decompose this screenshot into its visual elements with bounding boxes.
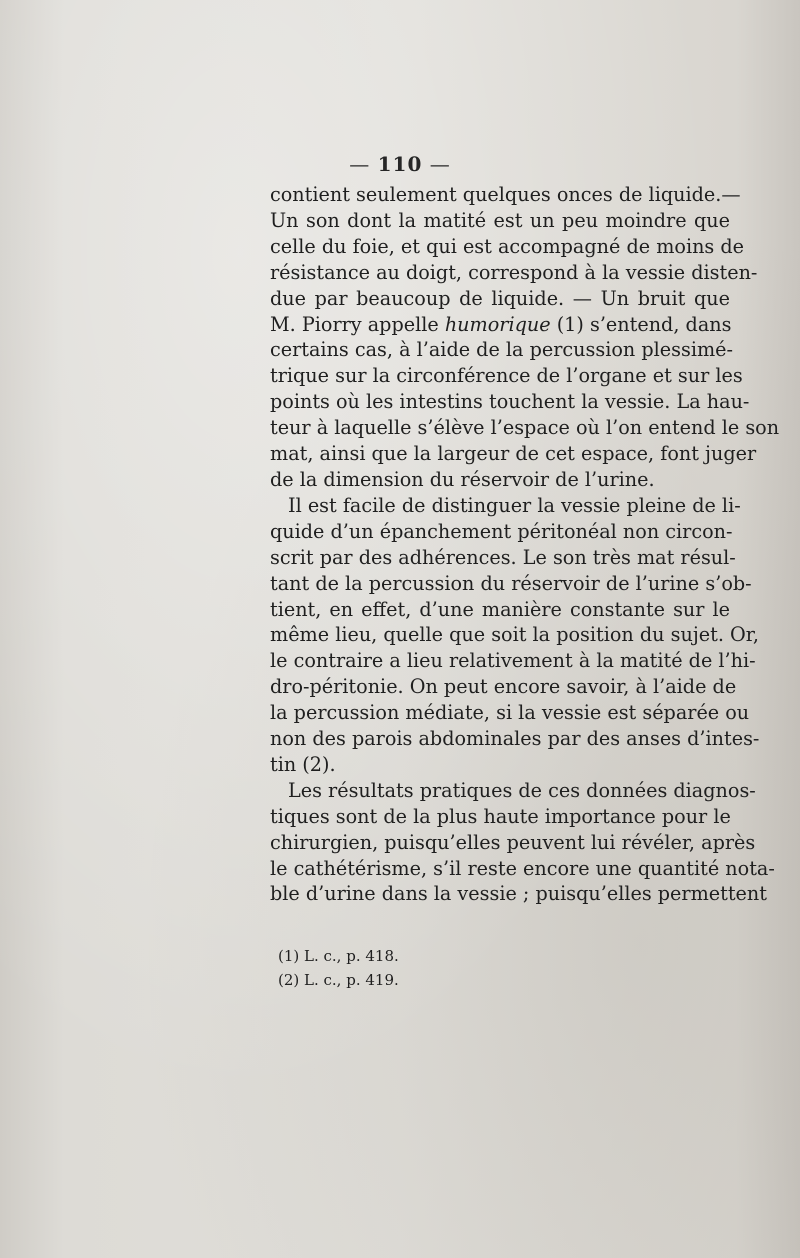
text-line: de la dimension du réservoir de l’urine. [270,467,655,491]
text-line: celle du foie, et qui est accompagné de moins de [270,234,745,258]
page-number-dash-right: — [429,152,451,176]
text-segment: (1) s’entend, dans [550,312,732,336]
text-line: résistance au doigt, correspond à la vessie disten- [270,260,758,284]
text-line: certains cas, à l’aide de la percussion plessimé- [270,338,733,362]
text-line: le contraire a lieu relativement à la matité de l’hi- [270,649,756,673]
text-line: tin (2). [270,752,336,776]
text-line: Il est facile de distinguer la vessie pleine de li- [288,493,741,517]
text-line: tiques sont de la plus haute importance pour le [270,804,731,828]
italic-term: humorique [444,312,551,336]
body-text [270,182,780,907]
text-line: scrit par des adhérences. Le son très mat résul- [270,545,736,569]
text-line: points où les intestins touchent la vessie. La hau- [270,390,750,414]
page-number [0,152,800,176]
text-line: non des parois abdominales par des anses d’intes- [270,727,760,751]
text-line: mat, ainsi que la largeur de cet espace, font juger [270,442,757,466]
text-line: teur à laquelle s’élève l’espace où l’on entend le son [270,416,780,440]
text-line: le cathétérisme, s’il reste encore une quantité nota- [270,856,775,880]
text-segment: M. Piorry appelle [270,312,445,336]
text-line-with-italic [270,312,730,338]
text-line: dro-péritonie. On peut encore savoir, à l’aide de [270,675,737,699]
paragraph-2 [270,493,760,778]
footnotes [278,944,399,992]
paragraph-1 [270,182,780,493]
text-line: ble d’urine dans la vessie ; puisqu’elles permettent [270,882,767,906]
text-line: même lieu, quelle que soit la position du sujet. Or, [270,623,759,647]
text-line: trique sur la circonférence de l’organe et sur les [270,364,743,388]
text-line: tient, en effet, d’une manière constante sur le [270,597,730,621]
text-line: due par beaucoup de liquide. — Un bruit que [270,286,730,310]
text-line: contient seulement quelques onces de liquide.— [270,183,741,206]
text-line: quide d’un épanchement péritonéal non circon- [270,519,733,543]
footnote-1: (1) L. c., p. 418. [278,947,399,965]
text-line: la percussion médiate, si la vessie est séparée ou [270,701,750,725]
page-number-dash-left: — [349,152,371,176]
text-line: chirurgien, puisqu’elles peuvent lui révéler, après [270,830,756,854]
page-number-value: 110 [377,152,423,176]
text-line: tant de la percussion du réservoir de l’urine s’ob- [270,571,752,595]
text-line: Un son dont la matité est un peu moindre que [270,208,730,232]
text-line: Les résultats pratiques de ces données diagnos- [288,778,756,802]
footnote-2: (2) L. c., p. 419. [278,971,399,989]
paragraph-3 [270,778,775,908]
